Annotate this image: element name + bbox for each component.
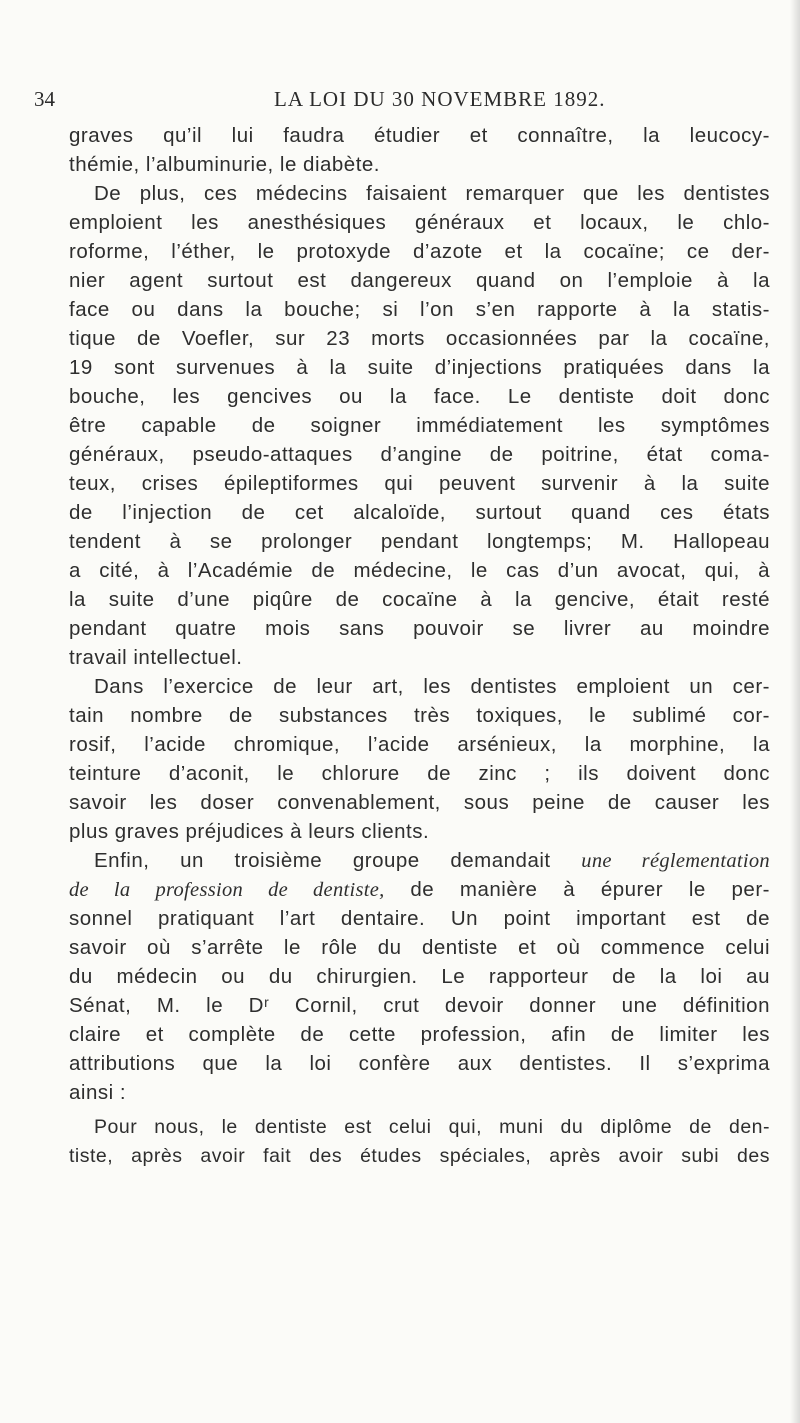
quote-line: Pour nous, le dentiste est celui qui, muni du diplôme de den- [94,1116,770,1138]
text-line: Sénat, M. le Dʳ Cornil, crut devoir donner une définition [69,994,770,1017]
text-line: Dans l’exercice de leur art, les dentistes emploient un cer- [94,675,770,698]
text-line: thémie, l’albuminurie, le diabète. [69,153,380,176]
text-line: 19 sont survenues à la suite d’injections pratiquées dans la [69,356,770,379]
italic-phrase: une réglementation [581,850,770,872]
text-line: emploient les anesthésiques généraux et locaux, le chlo- [69,211,770,234]
text-line: teux, crises épileptiformes qui peuvent survenir à la suite [69,472,770,495]
body-text [69,121,770,1171]
quote-line: tiste, après avoir fait des études spéciales, après avoir subi des [69,1145,770,1167]
text-line: a cité, à l’Académie de médecine, le cas d’un avocat, qui, à [69,559,770,582]
text-line: tique de Voefler, sur 23 morts occasionnées par la cocaïne, [69,327,770,350]
text-line: claire et complète de cette profession, afin de limiter les [69,1023,770,1046]
page-header [34,84,766,114]
text-line: teinture d’aconit, le chlorure de zinc ; ils doivent donc [69,762,770,785]
text-line: De plus, ces médecins faisaient remarquer que les dentistes [94,182,770,205]
text-line: plus graves préjudices à leurs clients. [69,820,430,843]
text-line: ainsi : [69,1081,127,1104]
running-head: LA LOI DU 30 NOVEMBRE 1892. [274,87,606,111]
text-line: roforme, l’éther, le protoxyde d’azote et la cocaïne; ce der- [69,240,770,263]
text-line: face ou dans la bouche; si l’on s’en rapporte à la statis- [69,298,770,321]
text-segment: Enfin, un troisième groupe demandait [94,849,551,872]
page-edge-shadow [790,0,800,1423]
text-line: être capable de soigner immédiatement les symptômes [69,414,770,437]
text-line: travail intellectuel. [69,646,243,669]
text-line: tain nombre de substances très toxiques, le sublimé cor- [69,704,770,727]
text-line: bouche, les gencives ou la face. Le dentiste doit donc [69,385,770,408]
text-line: nier agent surtout est dangereux quand on l’emploie à la [69,269,770,292]
text-line: pendant quatre mois sans pouvoir se livrer au moindre [69,617,770,640]
text-line: généraux, pseudo-attaques d’angine de poitrine, état coma- [69,443,770,466]
text-line: graves qu’il lui faudra étudier et connaître, la leucocy- [69,124,770,147]
text-line: du médecin ou du chirurgien. Le rapporteur de la loi au [69,965,770,988]
text-line: sonnel pratiquant l’art dentaire. Un point important est de [69,907,770,930]
text-line [69,846,770,875]
text-line: savoir où s’arrête le rôle du dentiste et où commence celui [69,936,770,959]
text-line: rosif, l’acide chromique, l’acide arsénieux, la morphine, la [69,733,770,756]
text-line: attributions que la loi confère aux dentistes. Il s’exprima [69,1052,770,1075]
page-number: 34 [34,87,55,111]
text-segment: de manière à épurer le per- [410,878,770,901]
text-line: la suite d’une piqûre de cocaïne à la gencive, était resté [69,588,770,611]
text-line: tendent à se prolonger pendant longtemps; M. Hallopeau [69,530,770,553]
italic-phrase: de la profession de dentiste, [69,879,385,901]
text-line: savoir les doser convenablement, sous peine de causer les [69,791,770,814]
text-line [69,875,770,904]
text-line: de l’injection de cet alcaloïde, surtout quand ces états [69,501,770,524]
